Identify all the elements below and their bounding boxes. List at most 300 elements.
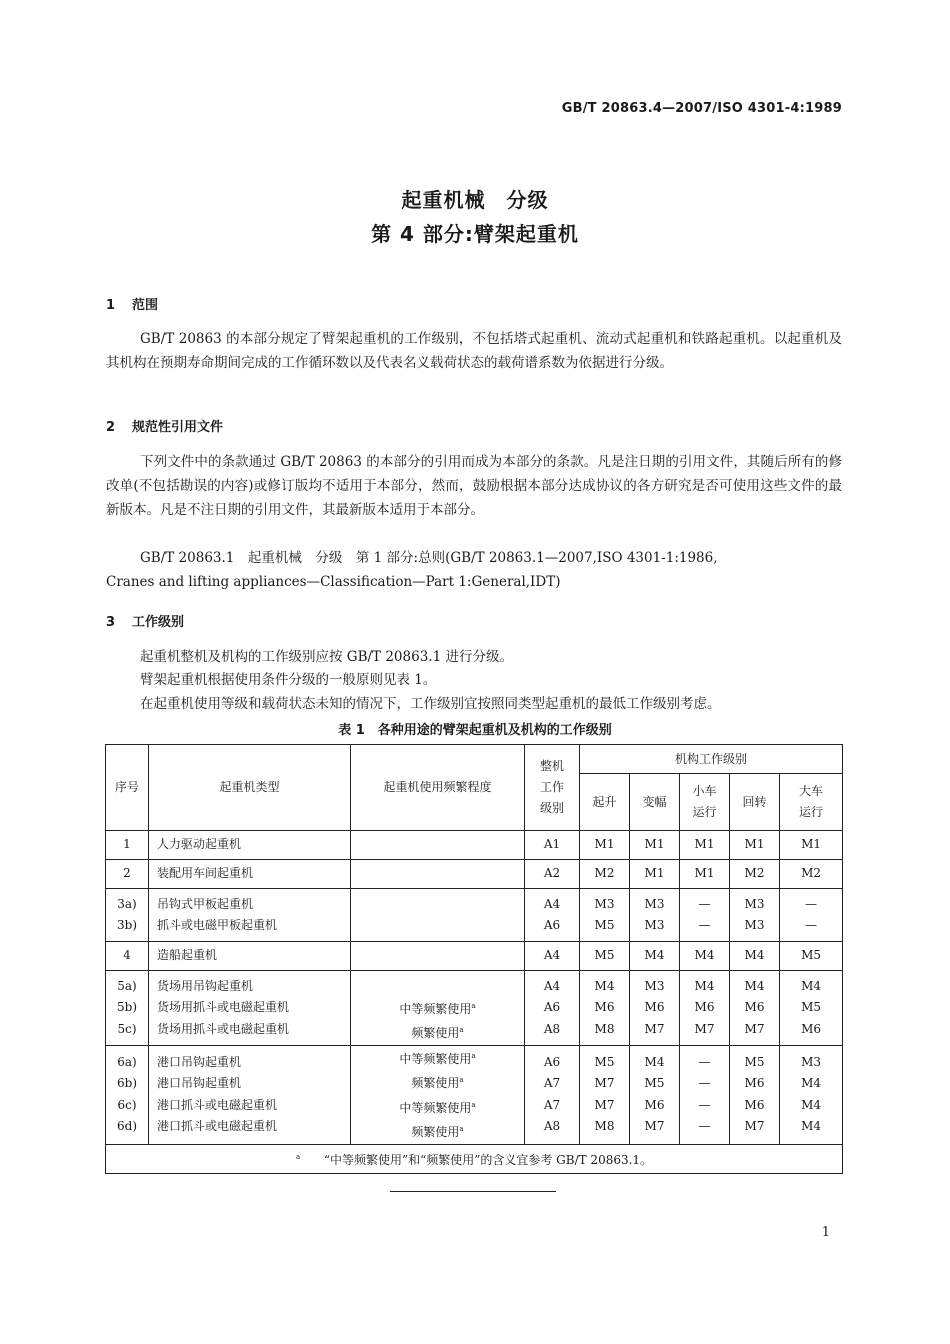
cell-text: 5a): [117, 978, 137, 993]
cell-line: [525, 945, 579, 967]
cell-text: M2: [744, 866, 765, 881]
cell-text: M5: [801, 1000, 821, 1015]
cell-line: [680, 1073, 729, 1095]
table-row: [106, 831, 843, 860]
cell-text: M4: [744, 948, 765, 963]
cell-line: [580, 1019, 629, 1041]
header-overall-line: 整机: [539, 759, 564, 773]
cell-line: [157, 976, 350, 998]
cell-text: 6b): [117, 1076, 137, 1091]
cell-text: M1: [644, 837, 665, 852]
cell-line: [780, 1019, 842, 1041]
cell-line: [730, 945, 779, 967]
cell-text: M7: [744, 1021, 765, 1036]
cell-line: [580, 1116, 629, 1138]
cell-text: M8: [594, 1119, 615, 1134]
row-trolley: [680, 942, 730, 971]
row-luffing: [630, 831, 680, 860]
table-row: [106, 971, 843, 1046]
cell-text: A7: [543, 1076, 561, 1091]
cell-text: M5: [644, 1076, 665, 1091]
header-slewing: 回转: [730, 774, 780, 831]
footnote-ref: a: [471, 1051, 476, 1060]
cell-text: A1: [543, 837, 561, 852]
header-trolley-line: 小车: [692, 784, 717, 798]
cell-text: 中等频繁使用: [399, 1001, 472, 1016]
cell-text: 货场用抓斗或电磁起重机: [157, 1021, 290, 1036]
row-crane-type: [149, 971, 351, 1046]
cell-text: —: [805, 918, 818, 933]
row-frequency: [351, 942, 525, 971]
row-trolley: [680, 971, 730, 1046]
cell-line: [730, 1052, 779, 1074]
cell-line: [106, 1073, 148, 1095]
cell-line: [525, 976, 579, 998]
row-crane-type: [149, 1045, 351, 1144]
cell-text: M4: [801, 1119, 821, 1134]
cell-text: 频繁使用: [411, 1026, 460, 1041]
cell-line: [351, 915, 524, 940]
header-travel-line: 大车: [799, 784, 824, 798]
cell-text: A4: [543, 948, 561, 963]
cell-line: [780, 1116, 842, 1138]
cell-line: [525, 863, 579, 885]
cell-line: [730, 1019, 779, 1041]
section-1-heading: [106, 294, 158, 313]
cell-text: A6: [543, 1054, 561, 1069]
row-trolley: [680, 860, 730, 889]
cell-line: [630, 945, 679, 967]
cell-line: [630, 1116, 679, 1138]
section-3-heading: [106, 611, 184, 630]
cell-text: 4: [123, 948, 131, 963]
section-2-heading: [106, 416, 223, 435]
cell-text: A8: [543, 1021, 561, 1036]
row-frequency: [351, 860, 525, 889]
row-seq: [106, 942, 149, 971]
cell-text: 6d): [117, 1119, 137, 1134]
header-hoist: 起升: [580, 774, 630, 831]
cell-line: [106, 1095, 148, 1117]
cell-line: [580, 834, 629, 856]
cell-text: 5b): [117, 1000, 137, 1015]
cell-line: [680, 915, 729, 937]
cell-text: M4: [801, 978, 821, 993]
row-seq: [106, 889, 149, 942]
cell-line: [351, 833, 524, 858]
cell-text: M6: [594, 1000, 615, 1015]
row-luffing: [630, 860, 680, 889]
row-crane-type: [149, 860, 351, 889]
cell-line: [630, 894, 679, 916]
row-luffing: [630, 1045, 680, 1144]
row-trolley: [680, 1045, 730, 1144]
row-overall-class: [525, 1045, 580, 1144]
footnote-ref: a: [471, 1100, 476, 1109]
cell-text: —: [698, 1054, 711, 1069]
end-rule: [390, 1191, 556, 1192]
cell-text: A4: [543, 978, 561, 993]
row-seq: [106, 860, 149, 889]
cell-line: [680, 976, 729, 998]
cell-line: [106, 915, 148, 937]
cell-text: A4: [543, 896, 561, 911]
cell-line: [780, 997, 842, 1019]
cell-line: [580, 1052, 629, 1074]
cell-line: [730, 997, 779, 1019]
cell-line: [157, 834, 350, 856]
row-luffing: [630, 971, 680, 1046]
cell-text: M4: [694, 948, 715, 963]
row-trolley: [680, 889, 730, 942]
cell-text: 1: [123, 837, 131, 852]
document-title: 起重机械 分级: [401, 188, 549, 212]
cell-text: 2: [123, 866, 131, 881]
row-hoist: [580, 889, 630, 942]
cell-line: [630, 1073, 679, 1095]
section-number: 1: [106, 298, 116, 313]
cell-line: [780, 915, 842, 937]
section-title: 规范性引用文件: [132, 420, 224, 435]
cell-text: M6: [644, 1000, 665, 1015]
cell-text: —: [698, 1119, 711, 1134]
footnote-mark: a: [295, 1152, 301, 1161]
header-trolley: [680, 774, 730, 831]
cell-line: [730, 1095, 779, 1117]
cell-line: [351, 1119, 524, 1144]
cell-text: M4: [801, 1097, 821, 1112]
cell-text: M4: [644, 1054, 665, 1069]
cell-line: [525, 1019, 579, 1041]
cell-line: [351, 1070, 524, 1095]
cell-line: [630, 976, 679, 998]
cell-line: [680, 834, 729, 856]
row-frequency: [351, 889, 525, 942]
section-2-body: 下列文件中的条款通过 GB/T 20863 的本部分的引用而成为本部分的条款。凡是注日期的引用文件，其随后所有的修改单(不包括勘误的内容)或修订版均不适用于本部分，然而，鼓励根据本部分达成协议的各方研究是否可使用这些文件的最新版本。凡是不注日期的引用文件，其最新版本适用于本部分。: [106, 454, 842, 518]
cell-text: M1: [694, 837, 715, 852]
header-crane-type: 起重机类型: [149, 745, 351, 831]
cell-line: [157, 1095, 350, 1117]
cell-line: [351, 996, 524, 1021]
cell-text: M1: [801, 837, 821, 852]
standard-code: GB/T 20863.4—2007/ISO 4301-4:1989: [561, 101, 842, 116]
cell-text: 吊钩式甲板起重机: [157, 896, 254, 911]
table-body: [106, 831, 843, 1145]
cell-text: M6: [744, 1000, 765, 1015]
cell-line: [730, 894, 779, 916]
cell-line: [525, 915, 579, 937]
cell-text: 5c): [117, 1021, 137, 1036]
cell-text: M1: [694, 866, 715, 881]
cell-line: [351, 1046, 524, 1071]
cell-line: [157, 945, 350, 967]
cell-line: [780, 1095, 842, 1117]
row-crane-type: [149, 942, 351, 971]
cell-text: —: [698, 1076, 711, 1091]
cell-text: M7: [644, 1119, 665, 1134]
cell-line: [580, 915, 629, 937]
cell-line: [157, 997, 350, 1019]
cell-text: M5: [744, 1054, 765, 1069]
cell-line: [680, 1116, 729, 1138]
cell-text: 频繁使用: [411, 1125, 460, 1140]
cell-text: M7: [594, 1097, 615, 1112]
cell-line: [630, 834, 679, 856]
cell-text: M1: [644, 866, 665, 881]
row-travel: [780, 971, 843, 1046]
cell-text: M5: [594, 1054, 615, 1069]
cell-text: 装配用车间起重机: [157, 866, 254, 881]
header-trolley-line: 运行: [692, 805, 717, 819]
row-crane-type: [149, 889, 351, 942]
cell-line: [525, 894, 579, 916]
cell-line: [730, 863, 779, 885]
row-overall-class: [525, 971, 580, 1046]
row-travel: [780, 942, 843, 971]
cell-text: 人力驱动起重机: [157, 837, 242, 852]
row-slewing: [730, 860, 780, 889]
cell-line: [106, 976, 148, 998]
cell-text: M3: [644, 918, 665, 933]
cell-line: [157, 1052, 350, 1074]
cell-line: [580, 1095, 629, 1117]
cell-text: —: [805, 896, 818, 911]
cell-text: M6: [744, 1076, 765, 1091]
cell-line: [106, 894, 148, 916]
footnote-cell: [106, 1144, 843, 1173]
cell-text: M7: [744, 1119, 765, 1134]
cell-text: 抓斗或电磁甲板起重机: [157, 918, 278, 933]
cell-line: [106, 863, 148, 885]
cell-line: [157, 915, 350, 937]
cell-line: [351, 971, 524, 996]
cell-text: M7: [694, 1021, 715, 1036]
cell-text: 6c): [117, 1097, 137, 1112]
cell-line: [157, 1116, 350, 1138]
cell-line: [580, 945, 629, 967]
section-1-body: GB/T 20863 的本部分规定了臂架起重机的工作级别，不包括塔式起重机、流动式起重机和铁路起重机。以起重机及其机构在预期寿命期间完成的工作循环数以及代表名义载荷状态的载荷谱系数为依据进行分级。: [106, 331, 842, 371]
table-row: [106, 860, 843, 889]
row-travel: [780, 831, 843, 860]
cell-line: [780, 976, 842, 998]
cell-text: 中等频繁使用: [399, 1051, 472, 1066]
row-overall-class: [525, 831, 580, 860]
row-hoist: [580, 1045, 630, 1144]
cell-text: A6: [543, 1000, 561, 1015]
section-title: 范围: [132, 298, 159, 313]
cell-line: [730, 976, 779, 998]
cell-text: 频繁使用: [411, 1076, 460, 1091]
cell-text: 3b): [117, 918, 137, 933]
row-travel: [780, 1045, 843, 1144]
row-slewing: [730, 971, 780, 1046]
cell-line: [780, 1073, 842, 1095]
row-crane-type: [149, 831, 351, 860]
section-number: 3: [106, 615, 116, 630]
row-hoist: [580, 942, 630, 971]
footnote-ref: a: [459, 1076, 464, 1085]
header-travel: [780, 774, 843, 831]
document-subtitle: 第 4 部分:臂架起重机: [371, 222, 579, 246]
cell-line: [106, 1116, 148, 1138]
cell-line: [780, 894, 842, 916]
cell-line: [106, 1019, 148, 1041]
cell-line: [780, 1052, 842, 1074]
row-trolley: [680, 831, 730, 860]
row-slewing: [730, 831, 780, 860]
cell-line: [630, 1052, 679, 1074]
cell-line: [525, 834, 579, 856]
footnote-ref: a: [459, 1125, 464, 1134]
cell-line: [730, 1116, 779, 1138]
row-luffing: [630, 942, 680, 971]
row-overall-class: [525, 860, 580, 889]
reference-line-1: GB/T 20863.1 起重机械 分级 第 1 部分:总则(GB/T 20863.1—2007,ISO 4301-1:1986,: [140, 550, 718, 566]
cell-text: M4: [694, 978, 715, 993]
cell-line: [680, 1019, 729, 1041]
cell-text: M4: [744, 978, 765, 993]
page-number: 1: [821, 1225, 830, 1240]
cell-text: M6: [801, 1021, 821, 1036]
row-seq: [106, 1045, 149, 1144]
row-frequency: [351, 971, 525, 1046]
cell-text: M6: [744, 1097, 765, 1112]
cell-line: [630, 1019, 679, 1041]
cell-line: [630, 863, 679, 885]
cell-line: [106, 945, 148, 967]
header-frequency: 起重机使用频繁程度: [351, 745, 525, 831]
footnote-row: [106, 1144, 843, 1173]
cell-line: [580, 863, 629, 885]
cell-line: [630, 997, 679, 1019]
reference-line-2: Cranes and lifting appliances—Classification—Part 1:General,IDT): [106, 574, 561, 590]
cell-text: —: [698, 1097, 711, 1112]
header-luffing: 变幅: [630, 774, 680, 831]
cell-line: [680, 997, 729, 1019]
footnote-text: “中等频繁使用”和“频繁使用”的含义宜参考 GB/T 20863.1。: [323, 1152, 653, 1167]
cell-line: [351, 1020, 524, 1045]
cell-line: [730, 834, 779, 856]
cell-text: 货场用吊钩起重机: [157, 978, 254, 993]
row-seq: [106, 831, 149, 860]
cell-text: M8: [594, 1021, 615, 1036]
cell-text: A8: [543, 1119, 561, 1134]
cell-text: —: [698, 918, 711, 933]
cell-text: 3a): [117, 896, 137, 911]
cell-line: [525, 1116, 579, 1138]
cell-line: [106, 1052, 148, 1074]
cell-line: [351, 1095, 524, 1120]
cell-line: [780, 834, 842, 856]
cell-text: M1: [744, 837, 765, 852]
cell-line: [730, 1073, 779, 1095]
cell-line: [630, 915, 679, 937]
cell-text: M4: [594, 978, 615, 993]
cell-text: M5: [801, 948, 821, 963]
cell-text: M3: [594, 896, 615, 911]
cell-line: [630, 1095, 679, 1117]
cell-text: M4: [801, 1076, 821, 1091]
row-frequency: [351, 831, 525, 860]
cell-line: [680, 863, 729, 885]
cell-line: [580, 1073, 629, 1095]
cell-line: [157, 1019, 350, 1041]
cell-text: —: [698, 896, 711, 911]
cell-text: 港口吊钩起重机: [157, 1054, 242, 1069]
row-travel: [780, 860, 843, 889]
cell-text: A2: [543, 866, 561, 881]
cell-line: [157, 863, 350, 885]
cell-line: [525, 1095, 579, 1117]
cell-text: M3: [744, 918, 765, 933]
table-row: [106, 889, 843, 942]
row-overall-class: [525, 889, 580, 942]
cell-text: 造船起重机: [157, 948, 218, 963]
section-3-line-3: 在起重机使用等级和载荷状态未知的情况下，工作级别宜按照同类型起重机的最低工作级别考虑。: [140, 696, 721, 712]
cell-line: [580, 976, 629, 998]
cell-text: M5: [594, 948, 615, 963]
cell-line: [780, 863, 842, 885]
cell-line: [580, 997, 629, 1019]
cell-text: M3: [644, 978, 665, 993]
cell-text: 中等频繁使用: [399, 1100, 472, 1115]
row-luffing: [630, 889, 680, 942]
row-travel: [780, 889, 843, 942]
header-mechanism-group: 机构工作级别: [580, 745, 843, 774]
row-slewing: [730, 889, 780, 942]
cell-text: M6: [694, 1000, 715, 1015]
cell-text: 港口抓斗或电磁起重机: [157, 1097, 278, 1112]
cell-text: 港口吊钩起重机: [157, 1076, 242, 1091]
cell-text: M3: [744, 896, 765, 911]
row-slewing: [730, 942, 780, 971]
cell-line: [157, 1073, 350, 1095]
header-seq: 序号: [106, 745, 149, 831]
cell-text: 港口抓斗或电磁起重机: [157, 1119, 278, 1134]
row-hoist: [580, 831, 630, 860]
row-seq: [106, 971, 149, 1046]
header-overall-line: 工作: [539, 780, 564, 794]
table-row: [106, 942, 843, 971]
cell-line: [351, 891, 524, 916]
cell-line: [680, 945, 729, 967]
cell-line: [525, 997, 579, 1019]
cell-line: [157, 894, 350, 916]
row-hoist: [580, 860, 630, 889]
section-number: 2: [106, 420, 116, 435]
cell-line: [680, 1052, 729, 1074]
table-row: [106, 1045, 843, 1144]
cell-text: M4: [644, 948, 665, 963]
cell-line: [730, 915, 779, 937]
cell-text: M2: [594, 866, 615, 881]
header-overall-line: 级别: [539, 801, 564, 815]
cell-text: M5: [594, 918, 615, 933]
cell-line: [351, 862, 524, 887]
cell-text: M2: [801, 866, 821, 881]
cell-line: [580, 894, 629, 916]
cell-line: [525, 1052, 579, 1074]
cell-text: M7: [594, 1076, 615, 1091]
cell-line: [780, 945, 842, 967]
cell-text: M3: [801, 1054, 821, 1069]
cell-text: M3: [644, 896, 665, 911]
section-title: 工作级别: [132, 615, 185, 630]
cell-line: [106, 997, 148, 1019]
header-travel-line: 运行: [799, 805, 824, 819]
cell-line: [351, 944, 524, 969]
cell-line: [680, 1095, 729, 1117]
